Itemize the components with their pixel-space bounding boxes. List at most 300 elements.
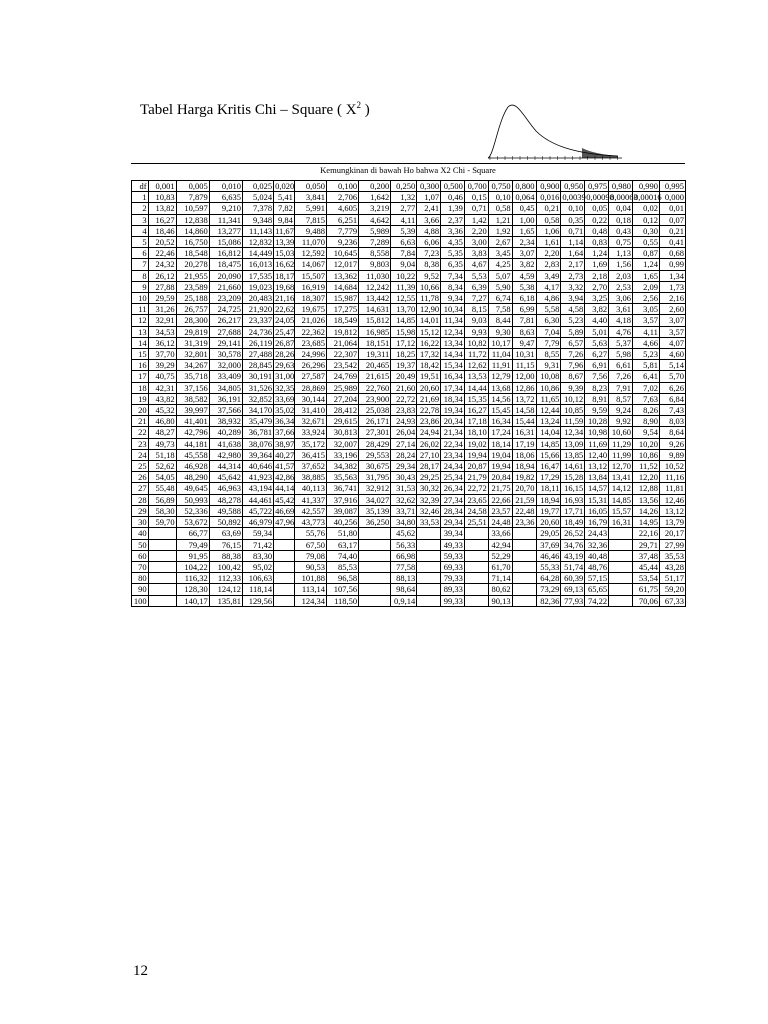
table-cell: 21,79 bbox=[464, 472, 488, 483]
table-cell: 16,34 bbox=[488, 416, 512, 427]
table-cell: 24,48 bbox=[488, 517, 512, 528]
table-cell: 30,191 bbox=[242, 371, 273, 382]
table-cell: 71,42 bbox=[242, 539, 273, 550]
table-cell: 45,722 bbox=[242, 505, 273, 516]
table-cell: 33,196 bbox=[326, 449, 358, 460]
table-row bbox=[132, 494, 686, 505]
table-cell: 37,66 bbox=[275, 427, 295, 438]
table-cell: 17,29 bbox=[536, 472, 561, 483]
table-cell: 1,21 bbox=[488, 214, 512, 225]
table-cell: 18,151 bbox=[359, 337, 391, 348]
table-cell: 0,995 bbox=[659, 181, 685, 192]
table-cell: 0,250 bbox=[391, 181, 417, 192]
table-cell bbox=[609, 584, 633, 595]
table-cell: 10,12 bbox=[561, 393, 585, 404]
df-cell: 14 bbox=[132, 337, 149, 348]
page-title bbox=[140, 100, 370, 119]
table-row bbox=[132, 550, 686, 561]
table-cell: 0,050 bbox=[294, 181, 326, 192]
table-row bbox=[132, 371, 686, 382]
table-cell: 35,718 bbox=[176, 371, 209, 382]
table-cell: 33,69 bbox=[275, 393, 295, 404]
table-cell: 13,39 bbox=[275, 237, 295, 248]
table-cell bbox=[417, 561, 441, 572]
table-cell: 56,33 bbox=[391, 539, 417, 550]
table-cell: 5,63 bbox=[585, 337, 609, 348]
table-cell: 26,52 bbox=[561, 528, 585, 539]
table-cell: 10,52 bbox=[659, 461, 685, 472]
table-cell: 32,671 bbox=[294, 416, 326, 427]
table-cell: 34,53 bbox=[148, 326, 176, 337]
table-cell: 13,70 bbox=[391, 304, 417, 315]
table-cell: 60,39 bbox=[561, 573, 585, 584]
df-cell: 23 bbox=[132, 438, 149, 449]
table-cell: 17,275 bbox=[326, 304, 358, 315]
table-cell: 43,28 bbox=[659, 561, 685, 572]
table-cell: 27,204 bbox=[326, 393, 358, 404]
table-cell: 21,920 bbox=[242, 304, 273, 315]
table-cell: 4,67 bbox=[464, 259, 488, 270]
df-cell: 9 bbox=[132, 281, 149, 292]
table-cell: 20,465 bbox=[359, 360, 391, 371]
table-cell: 8,63 bbox=[512, 326, 536, 337]
table-cell: 6,74 bbox=[488, 293, 512, 304]
table-cell: 16,05 bbox=[585, 505, 609, 516]
table-cell: 29,34 bbox=[441, 517, 465, 528]
table-cell: 24,93 bbox=[391, 416, 417, 427]
table-row bbox=[132, 505, 686, 516]
table-cell: 44,14 bbox=[275, 483, 295, 494]
table-body bbox=[132, 181, 686, 607]
table-cell: 1,32 bbox=[391, 192, 417, 203]
table-cell: 10,20 bbox=[632, 438, 659, 449]
table-cell: 2,20 bbox=[536, 248, 561, 259]
table-cell: 13,41 bbox=[609, 472, 633, 483]
table-cell: 35,02 bbox=[275, 405, 295, 416]
table-cell: 3,07 bbox=[512, 248, 536, 259]
table-cell: 28,869 bbox=[294, 382, 326, 393]
table-cell: 2,37 bbox=[441, 214, 465, 225]
table-cell: 34,805 bbox=[209, 382, 242, 393]
table-cell: 19,77 bbox=[536, 505, 561, 516]
table-cell: 7,96 bbox=[561, 360, 585, 371]
table-cell: 30,144 bbox=[294, 393, 326, 404]
table-row bbox=[132, 382, 686, 393]
table-cell: 0,500 bbox=[441, 181, 465, 192]
table-cell: 19,311 bbox=[359, 349, 391, 360]
table-cell: 2,09 bbox=[632, 281, 659, 292]
table-cell: 36,415 bbox=[294, 449, 326, 460]
table-cell: 3,57 bbox=[632, 315, 659, 326]
table-cell: 10,86 bbox=[632, 449, 659, 460]
table-cell: 9,93 bbox=[464, 326, 488, 337]
table-cell: 13,12 bbox=[659, 505, 685, 516]
table-cell: 16,750 bbox=[176, 237, 209, 248]
table-cell: 15,086 bbox=[209, 237, 242, 248]
table-cell: 69,13 bbox=[561, 584, 585, 595]
table-cell: 46,80 bbox=[148, 416, 176, 427]
table-cell: 7,23 bbox=[417, 248, 441, 259]
table-cell: 34,80 bbox=[391, 517, 417, 528]
table-cell: 90,13 bbox=[488, 595, 512, 606]
table-cell: 9,348 bbox=[242, 214, 273, 225]
df-cell: 16 bbox=[132, 360, 149, 371]
table-cell: 40,646 bbox=[242, 461, 273, 472]
table-cell: 41,57 bbox=[275, 461, 295, 472]
table-cell: 2,16 bbox=[659, 293, 685, 304]
table-cell bbox=[417, 573, 441, 584]
table-cell: 35,479 bbox=[242, 416, 273, 427]
table-cell: 4,86 bbox=[536, 293, 561, 304]
table-cell bbox=[359, 595, 391, 606]
density-curve bbox=[488, 105, 618, 158]
table-cell: 13,442 bbox=[359, 293, 391, 304]
table-cell bbox=[274, 584, 295, 595]
table-cell: 42,796 bbox=[176, 427, 209, 438]
table-cell: 10,17 bbox=[488, 337, 512, 348]
table-cell bbox=[148, 550, 176, 561]
table-cell bbox=[512, 584, 536, 595]
table-cell: 4,18 bbox=[609, 315, 633, 326]
table-cell: 5,90 bbox=[488, 281, 512, 292]
table-cell: 112,33 bbox=[209, 573, 242, 584]
df-cell: 20 bbox=[132, 405, 149, 416]
table-cell: 19,34 bbox=[441, 405, 465, 416]
table-cell: 0,30 bbox=[632, 225, 659, 236]
table-cell bbox=[464, 528, 488, 539]
table-cell: 34,76 bbox=[561, 539, 585, 550]
table-row bbox=[132, 326, 686, 337]
table-cell: 82,36 bbox=[536, 595, 561, 606]
table-cell: 18,475 bbox=[209, 259, 242, 270]
table-row bbox=[132, 248, 686, 259]
table-cell: 40,289 bbox=[209, 427, 242, 438]
table-cell: 6,99 bbox=[512, 304, 536, 315]
table-cell: 12,017 bbox=[326, 259, 358, 270]
table-cell: 17,24 bbox=[488, 427, 512, 438]
table-cell: 23,36 bbox=[512, 517, 536, 528]
table-cell: 31,26 bbox=[148, 304, 176, 315]
table-cell: 48,76 bbox=[585, 561, 609, 572]
table-cell: 14,860 bbox=[176, 225, 209, 236]
table-cell: 7,91 bbox=[609, 382, 633, 393]
title-superscript: 2 bbox=[356, 100, 362, 110]
table-cell: 17,12 bbox=[391, 337, 417, 348]
table-cell: 40,27 bbox=[275, 449, 295, 460]
table-cell: 0,020 bbox=[275, 181, 295, 191]
table-cell: 3,25 bbox=[585, 293, 609, 304]
table-cell: 55,76 bbox=[294, 528, 326, 539]
table-cell: 14,57 bbox=[585, 483, 609, 494]
table-cell: 1,13 bbox=[609, 248, 633, 259]
table-row bbox=[132, 293, 686, 304]
table-cell: 0,750 bbox=[488, 181, 512, 192]
table-cell: 0,900 bbox=[536, 181, 561, 192]
page-number: 12 bbox=[133, 963, 148, 979]
table-cell: 8,90 bbox=[632, 416, 659, 427]
table-cell: 0,01 bbox=[659, 203, 685, 214]
table-cell: 113,14 bbox=[294, 584, 326, 595]
table-cell bbox=[609, 561, 633, 572]
table-cell: 1,56 bbox=[609, 259, 633, 270]
table-cell: 3,36 bbox=[441, 225, 465, 236]
table-cell: 5,35 bbox=[441, 248, 465, 259]
table-cell: 38,932 bbox=[209, 416, 242, 427]
table-cell: 10,60 bbox=[609, 427, 633, 438]
table-cell: 80,62 bbox=[488, 584, 512, 595]
table-cell: 10,28 bbox=[585, 416, 609, 427]
table-cell: 4,66 bbox=[632, 337, 659, 348]
table-cell: 15,812 bbox=[359, 315, 391, 326]
table-cell: 21,026 bbox=[294, 315, 326, 326]
table-header-row bbox=[132, 181, 686, 192]
table-cell: 9,236 bbox=[326, 237, 358, 248]
table-cell: 31,410 bbox=[294, 405, 326, 416]
table-cell: 44,461 bbox=[242, 494, 273, 505]
table-cell: 5,58 bbox=[536, 304, 561, 315]
table-cell: 7,02 bbox=[632, 382, 659, 393]
table-cell: 0,58 bbox=[488, 203, 512, 214]
table-cell: 13,12 bbox=[585, 461, 609, 472]
table-cell: 23,65 bbox=[464, 494, 488, 505]
table-cell bbox=[512, 539, 536, 550]
table-cell: 22,78 bbox=[417, 405, 441, 416]
table-cell: 0,10 bbox=[488, 192, 512, 203]
table-cell: 0,55 bbox=[632, 237, 659, 248]
table-cell: 14,04 bbox=[536, 427, 561, 438]
table-cell: 20,090 bbox=[209, 270, 242, 281]
table-cell: 4,25 bbox=[488, 259, 512, 270]
table-cell: 1,14 bbox=[561, 237, 585, 248]
table-cell: 43,19 bbox=[561, 550, 585, 561]
table-cell bbox=[464, 539, 488, 550]
table-cell: 3,94 bbox=[561, 293, 585, 304]
table-cell: 7,26 bbox=[561, 349, 585, 360]
table-cell: 5,024 bbox=[242, 192, 273, 203]
table-row bbox=[132, 595, 686, 606]
table-cell: 52,336 bbox=[176, 505, 209, 516]
table-cell: 22,16 bbox=[632, 528, 659, 539]
table-cell: 15,03 bbox=[275, 248, 295, 259]
table-cell: 9,54 bbox=[632, 427, 659, 438]
table-cell: 15,34 bbox=[441, 360, 465, 371]
table-cell: 18,94 bbox=[512, 461, 536, 472]
table-cell: 3,82 bbox=[512, 259, 536, 270]
table-cell: 41,923 bbox=[242, 472, 273, 483]
table-cell: 2,20 bbox=[464, 225, 488, 236]
table-cell: 9,03 bbox=[464, 315, 488, 326]
table-cell: 42,557 bbox=[294, 505, 326, 516]
table-cell: 6,63 bbox=[391, 237, 417, 248]
table-cell: 50,993 bbox=[176, 494, 209, 505]
table-cell: 55,48 bbox=[148, 483, 176, 494]
table-cell: 53,54 bbox=[632, 573, 659, 584]
table-cell: 4,40 bbox=[585, 315, 609, 326]
table-cell: 14,449 bbox=[242, 248, 273, 259]
table-cell: 23,209 bbox=[209, 293, 242, 304]
table-cell: 11,99 bbox=[609, 449, 633, 460]
table-cell: 38,076 bbox=[242, 438, 273, 449]
table-cell: 51,18 bbox=[148, 449, 176, 460]
table-cell: 0,00098 bbox=[586, 192, 614, 203]
df-cell: 1 bbox=[132, 192, 149, 203]
table-cell: 51,74 bbox=[561, 561, 585, 572]
table-cell: 11,04 bbox=[488, 349, 512, 360]
table-cell: 0,800 bbox=[512, 181, 536, 192]
table-cell: 22,362 bbox=[294, 326, 326, 337]
table-cell: 2,34 bbox=[512, 237, 536, 248]
table-cell: 63,17 bbox=[326, 539, 358, 550]
table-cell: 6,635 bbox=[209, 192, 242, 203]
table-cell: 6,06 bbox=[417, 237, 441, 248]
table-cell: 31,526 bbox=[242, 382, 273, 393]
table-cell: 66,98 bbox=[391, 550, 417, 561]
table-cell: 23,34 bbox=[441, 449, 465, 460]
table-cell: 11,78 bbox=[417, 293, 441, 304]
table-cell: 32,36 bbox=[585, 539, 609, 550]
table-cell: 3,66 bbox=[417, 214, 441, 225]
table-row bbox=[132, 225, 686, 236]
table-cell: 26,296 bbox=[294, 360, 326, 371]
table-cell: 32,62 bbox=[391, 494, 417, 505]
table-cell bbox=[609, 528, 633, 539]
table-cell: 40,75 bbox=[148, 371, 176, 382]
table-cell: 96,58 bbox=[326, 573, 358, 584]
table-row bbox=[132, 427, 686, 438]
table-cell: 5,98 bbox=[609, 349, 633, 360]
table-cell: 6,39 bbox=[464, 281, 488, 292]
table-cell: 8,38 bbox=[417, 259, 441, 270]
table-cell: 26,757 bbox=[176, 304, 209, 315]
table-cell bbox=[464, 573, 488, 584]
table-cell: 37,652 bbox=[294, 461, 326, 472]
table-cell: 4,60 bbox=[659, 349, 685, 360]
table-cell: 1,42 bbox=[464, 214, 488, 225]
table-cell: 0,83 bbox=[585, 237, 609, 248]
table-cell: 20,84 bbox=[488, 472, 512, 483]
table-cell: 18,14 bbox=[488, 438, 512, 449]
table-cell: 27,99 bbox=[659, 539, 685, 550]
table-cell bbox=[609, 550, 633, 561]
table-cell: 16,013 bbox=[242, 259, 273, 270]
table-cell: 32,39 bbox=[417, 494, 441, 505]
df-cell: 26 bbox=[132, 472, 149, 483]
table-cell: 18,548 bbox=[176, 248, 209, 259]
table-cell: 37,48 bbox=[632, 550, 659, 561]
table-cell: 3,61 bbox=[609, 304, 633, 315]
table-cell: 11,143 bbox=[242, 225, 273, 236]
table-cell: 0,41 bbox=[659, 237, 685, 248]
table-cell: 53,672 bbox=[176, 517, 209, 528]
table-cell: 49,33 bbox=[441, 539, 465, 550]
table-cell: 45,32 bbox=[148, 405, 176, 416]
table-cell: 2,41 bbox=[417, 203, 441, 214]
table-cell: 52,29 bbox=[488, 550, 512, 561]
table-cell bbox=[417, 539, 441, 550]
table-cell: 10,83 bbox=[148, 192, 176, 203]
table-cell: 2,77 bbox=[391, 203, 417, 214]
table-cell: 7,82 bbox=[274, 203, 295, 214]
table-cell: 3,32 bbox=[561, 281, 585, 292]
table-cell: 11,341 bbox=[209, 214, 242, 225]
table-cell: 29,25 bbox=[417, 472, 441, 483]
table-cell: 0,00016 bbox=[633, 192, 662, 203]
table-cell: 21,60 bbox=[391, 382, 417, 393]
table-cell: 32,912 bbox=[359, 483, 391, 494]
table-cell: 13,09 bbox=[561, 438, 585, 449]
table-cell: 0,07 bbox=[659, 214, 685, 225]
table-cell: 41,337 bbox=[294, 494, 326, 505]
table-cell: 5,23 bbox=[561, 315, 585, 326]
table-row bbox=[132, 539, 686, 550]
table-cell: 26,02 bbox=[417, 438, 441, 449]
table-cell: 5,41 bbox=[274, 192, 295, 203]
table-cell: 14,58 bbox=[512, 405, 536, 416]
table-cell: 28,34 bbox=[441, 505, 465, 516]
table-cell: 54,05 bbox=[148, 472, 176, 483]
table-cell: 44,314 bbox=[209, 461, 242, 472]
table-cell: 33,409 bbox=[209, 371, 242, 382]
table-cell: 11,52 bbox=[632, 461, 659, 472]
table-cell: 33,924 bbox=[294, 427, 326, 438]
table-cell bbox=[359, 528, 391, 539]
table-cell: 20,49 bbox=[391, 371, 417, 382]
table-cell: 21,660 bbox=[209, 281, 242, 292]
table-cell: 25,038 bbox=[359, 405, 391, 416]
table-cell: 6,30 bbox=[536, 315, 561, 326]
table-cell bbox=[359, 539, 391, 550]
table-cell: 0,00063 bbox=[610, 192, 638, 203]
table-cell: 32,91 bbox=[148, 315, 176, 326]
table-cell: 6,35 bbox=[441, 259, 465, 270]
table-cell: 17,34 bbox=[441, 382, 465, 393]
table-cell: 98,64 bbox=[391, 584, 417, 595]
table-cell: 76,15 bbox=[209, 539, 242, 550]
table-cell: 9,84 bbox=[274, 214, 295, 225]
table-cell: 3,45 bbox=[488, 248, 512, 259]
table-row bbox=[132, 416, 686, 427]
table-cell: 8,44 bbox=[488, 315, 512, 326]
table-cell: 13,72 bbox=[512, 393, 536, 404]
df-cell: 7 bbox=[132, 259, 149, 270]
table-cell: 1,65 bbox=[632, 270, 659, 281]
table-cell: 27,301 bbox=[359, 427, 391, 438]
table-cell bbox=[274, 528, 295, 539]
df-cell: 27 bbox=[132, 483, 149, 494]
table-cell: 59,34 bbox=[242, 528, 273, 539]
table-cell: 0,71 bbox=[561, 225, 585, 236]
df-cell: 11 bbox=[132, 304, 149, 315]
table-cell: 24,32 bbox=[148, 259, 176, 270]
table-cell bbox=[148, 573, 176, 584]
table-cell: 6,91 bbox=[585, 360, 609, 371]
table-cell: 14,85 bbox=[536, 438, 561, 449]
table-cell: 4,58 bbox=[561, 304, 585, 315]
table-cell: 31,319 bbox=[176, 337, 209, 348]
table-cell bbox=[512, 550, 536, 561]
table-cell: 3,57 bbox=[659, 326, 685, 337]
table-cell: 25,188 bbox=[176, 293, 209, 304]
table-cell: 13,56 bbox=[632, 494, 659, 505]
table-row bbox=[132, 237, 686, 248]
table-cell: 15,66 bbox=[536, 449, 561, 460]
table-cell: 15,987 bbox=[326, 293, 358, 304]
table-cell bbox=[274, 595, 295, 606]
table-cell: 18,549 bbox=[326, 315, 358, 326]
df-cell: 30 bbox=[132, 517, 149, 528]
table-cell: 19,94 bbox=[464, 449, 488, 460]
table-cell: 140,17 bbox=[176, 595, 209, 606]
